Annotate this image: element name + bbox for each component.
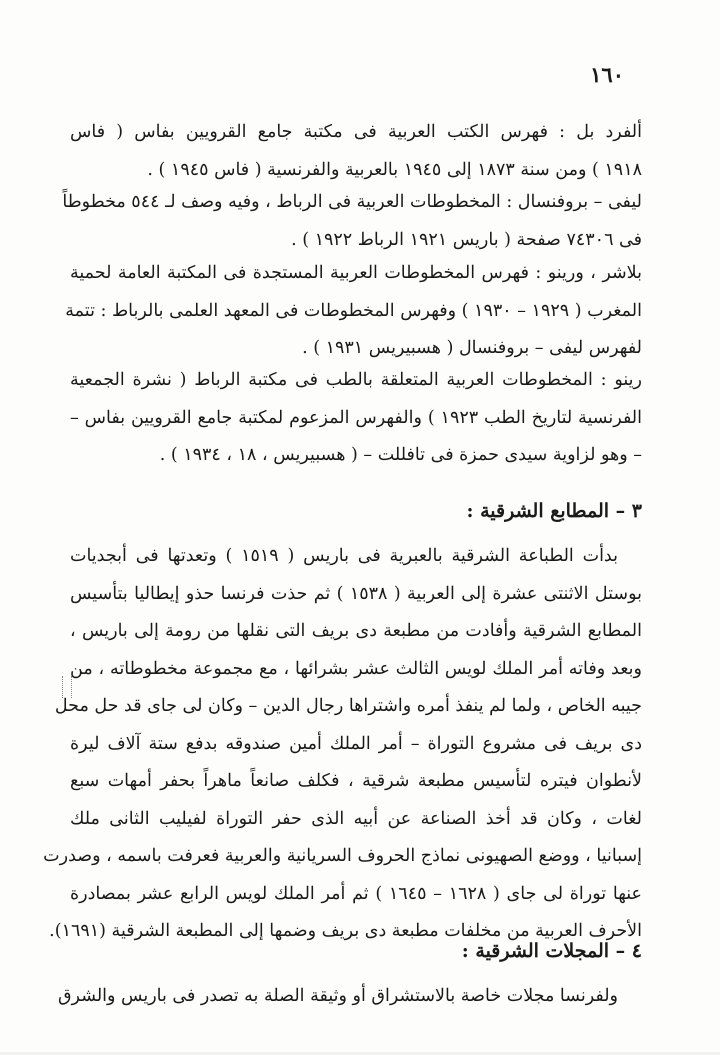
section-heading-oriental-journals: ٤ – المجلات الشرقية :: [461, 940, 642, 962]
section-heading-oriental-presses: ٣ – المطابع الشرقية :: [466, 500, 642, 522]
paragraph-oriental-presses: [43, 538, 642, 951]
text-line: رينو : المخطوطات العربية المتعلقة بالطب فى مكتبة الرباط ( نشرة الجمعية: [70, 370, 642, 390]
text-line: ١٩١٨ ) ومن سنة ١٨٧٣ إلى ١٩٤٥ بالعربية والفرنسية ( فاس ١٩٤٥ ) .: [147, 159, 642, 180]
page-number: ١٦٠: [590, 62, 624, 87]
text-line: بلاشر ، ورينو : فهرس المخطوطات العربية المستجدة فى المكتبة العامة لحمية: [70, 263, 642, 283]
text-line: دى بريف فى مشروع التوراة – أمر الملك أمين صندوقه بدفع ستة آلاف ليرة: [70, 733, 642, 754]
text-line: لأنطوان فيتره لتأسيس مطبعة شرقية ، فكلف صانعاً ماهراً بحفر أمهات سبع: [70, 771, 642, 791]
margin-mark: [62, 676, 72, 698]
text-line: ليفى – بروفنسال : المخطوطات العربية فى الرباط ، وفيه وصف لـ ٥٤٤ مخطوطاً: [62, 192, 642, 212]
text-line: إسبانيا ، ووضع الصهيونى نماذج الحروف السريانية والعربية فعرفت باسمه ، وصدرت: [43, 846, 642, 866]
bibliography-entry-blachere-renaud: [65, 255, 642, 368]
text-line: فى ٧٤٣٠٦ صفحة ( باريس ١٩٢١ الرباط ١٩٢٢ ) .: [291, 229, 642, 250]
text-line: الأحرف العربية من مخلفات مطبعة دى بريف وضمها إلى المطبعة الشرقية (١٦٩١).: [49, 921, 642, 941]
bibliography-entry-bel: [70, 114, 642, 189]
text-line: لغات ، وكان قد أخذ الصناعة عن أبيه الذى حفر التوراة لفيليب الثانى ملك: [70, 808, 642, 829]
text-line: وبعد وفاته أمر الملك لويس الثالث عشر بشرائها ، مع مجموعة مخطوطاته ، من: [70, 658, 642, 679]
text-line: المغرب ( ١٩٢٩ – ١٩٣٠ ) وفهرس المخطوطات فى المعهد العلمى بالرباط : تتمة: [65, 300, 642, 321]
text-line: جيبه الخاص ، ولما لم ينفذ أمره واشتراها رجال الدين – وكان لى جاى قد حل محل: [54, 696, 642, 716]
text-line: بوستل الاثنتى عشرة إلى العربية ( ١٥٣٨ ) ثم حذت فرنسا حذو إيطاليا بتأسيس: [70, 583, 642, 604]
text-line: عنها توراة لى جاى ( ١٦٢٨ – ١٦٤٥ ) ثم أمر الملك لويس الرابع عشر بمصادرة: [70, 883, 642, 904]
text-line: بدأت الطباعة الشرقية بالعبرية فى باريس ( ١٥١٩ ) وتعدتها فى أبجديات: [70, 546, 618, 566]
text-line: ولفرنسا مجلات خاصة بالاستشراق أو وثيقة الصلة به تصدر فى باريس والشرق: [57, 986, 618, 1006]
text-line: ألفرد بل : فهرس الكتب العربية فى مكتبة جامع القرويين بفاس ( فاس: [70, 122, 642, 142]
text-line: الفرنسية لتاريخ الطب ١٩٢٣ ) والفهرس المزعوم لمكتبة جامع القرويين بفاس –: [70, 407, 642, 428]
paragraph-oriental-journals: [57, 978, 642, 1016]
text-line: المطابع الشرقية وأفادت من مطبعة دى بريف التى نقلها من رومة إلى باريس ،: [70, 621, 642, 641]
text-line: – وهو لزاوية سيدى حمزة فى تافللت – ( هسبيريس ، ١٨ ، ١٩٣٤ ) .: [159, 445, 642, 465]
text-line: لفهرس ليفى – بروفنسال ( هسبيريس ١٩٣١ ) .: [302, 338, 642, 358]
bibliography-entry-renaud: [70, 362, 642, 475]
bibliography-entry-levi-provencal: [62, 184, 642, 259]
